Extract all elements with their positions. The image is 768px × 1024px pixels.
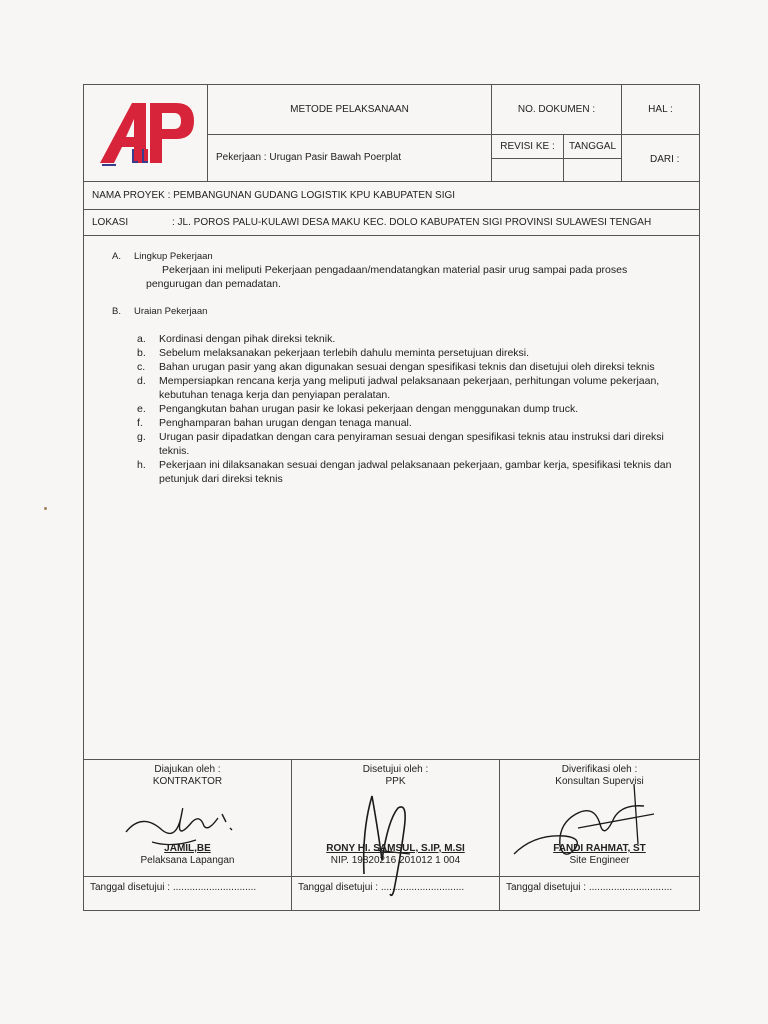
approval-date-field[interactable]: Tanggal disetujui : .............................. [90,882,257,893]
signatory-role: Pelaksana Lapangan [140,855,235,866]
list-marker: h. [137,459,146,471]
lokasi-row [84,210,699,236]
signature-party: KONTRAKTOR [152,776,223,787]
document-form [83,84,700,911]
revisi-label: REVISI KE : [492,135,564,159]
list-marker: b. [137,347,146,359]
signature-party: Konsultan Supervisi [555,776,644,787]
list-text: Sebelum melaksanakan pekerjaan terlebih dahulu meminta persetujuan direksi. [159,347,530,359]
list-text: Mempersiapkan rencana kerja yang meliputi jadwal pelaksanaan pekerjaan, perhitungan volume pekerjaan, kebutuhan tenaga kerja dan penyiapan peralatan. [159,375,660,401]
list-item [137,416,697,430]
list-text: Kordinasi dengan pihak direksi teknik. [159,333,336,345]
list-item [137,458,697,486]
list-text: Penghamparan bahan urugan dengan tenaga manual. [159,417,412,429]
tanggal-label: TANGGAL [564,135,622,159]
signature-party: PPK [385,776,406,787]
section-a-line1: Pekerjaan ini meliputi Pekerjaan pengadaan/mendatangkan material pasir urug sampai pada proses [162,264,628,276]
list-text: Bahan urugan pasir yang akan digunakan sesuai dengan spesifikasi teknis dan disetujui oleh direksi teknis [159,361,655,373]
content-area [84,236,699,760]
list-marker: f. [137,417,143,429]
section-a-line2: pengurugan dan pemadatan. [146,278,281,290]
pekerjaan-label: Pekerjaan : Urugan Pasir Bawah Poerplat [208,135,492,182]
signature-row [84,760,699,893]
nama-proyek: NAMA PROYEK : PEMBANGUNAN GUDANG LOGISTIK KPU KABUPATEN SIGI [84,182,699,210]
list-text: Pengangkutan bahan urugan pasir ke lokasi pekerjaan dengan menggunakan dump truck. [159,403,579,415]
signatory-name: JAMIL,BE [164,843,211,854]
list-marker: g. [137,431,146,443]
list-item [137,402,697,416]
signature-konsultan [500,760,699,910]
list-item [137,360,697,374]
ap-logo-icon [84,85,208,182]
section-b-title: Uraian Pekerjaan [134,306,208,317]
tanggal-value [564,159,622,182]
signatory-name: FANDI RAHMAT, ST [553,843,646,854]
list-marker: e. [137,403,146,415]
list-item [137,430,697,458]
document-header [84,85,699,182]
approval-date-field[interactable]: Tanggal disetujui : .............................. [298,882,465,893]
signatory-role: Site Engineer [569,855,630,866]
section-a-letter: A. [112,251,121,262]
list-marker: c. [137,361,146,373]
scan-speck [44,507,47,510]
revisi-value [492,159,564,182]
list-item [137,332,697,346]
list-marker: d. [137,375,146,387]
list-text: Pekerjaan ini dilaksanakan sesuai dengan jadwal pelaksanaan pekerjaan, gambar kerja, spesifikasi teknis dan petunjuk dari direksi teknis [159,459,672,485]
signature-ppk [292,760,500,910]
signature-caption: Diajukan oleh : [154,764,221,775]
signatory-name: RONY HI. SAMSUL, S.IP, M.SI [326,843,465,854]
list-marker: a. [137,333,146,345]
list-item [137,374,697,402]
signature-caption: Diverifikasi oleh : [561,764,638,775]
approval-date-field[interactable]: Tanggal disetujui : .............................. [506,882,673,893]
list-item [137,346,697,360]
dari-label: DARI : [650,154,680,165]
no-dokumen-label: NO. DOKUMEN : [492,85,622,135]
lokasi-value: : JL. POROS PALU-KULAWI DESA MAKU KEC. DOLO KABUPATEN SIGI PROVINSI SULAWESI TENGAH [172,217,652,228]
section-a-heading [112,251,213,262]
signature-caption: Disetujui oleh : [362,764,429,775]
document-title: METODE PELAKSANAAN [208,85,492,135]
section-b-heading [112,306,207,317]
hal-label: HAL : [622,85,699,135]
list-text: Urugan pasir dipadatkan dengan cara penyiraman sesuai dengan spesifikasi teknis atau instruksi dari direksi teknis. [159,431,664,457]
signatory-nip: NIP. 19820216 201012 1 004 [330,855,461,866]
section-a-title: Lingkup Pekerjaan [134,251,213,262]
signature-kontraktor [84,760,292,910]
uraian-list [137,332,697,486]
section-b-letter: B. [112,306,121,317]
company-logo [84,85,208,182]
lokasi-label: LOKASI [92,217,129,228]
